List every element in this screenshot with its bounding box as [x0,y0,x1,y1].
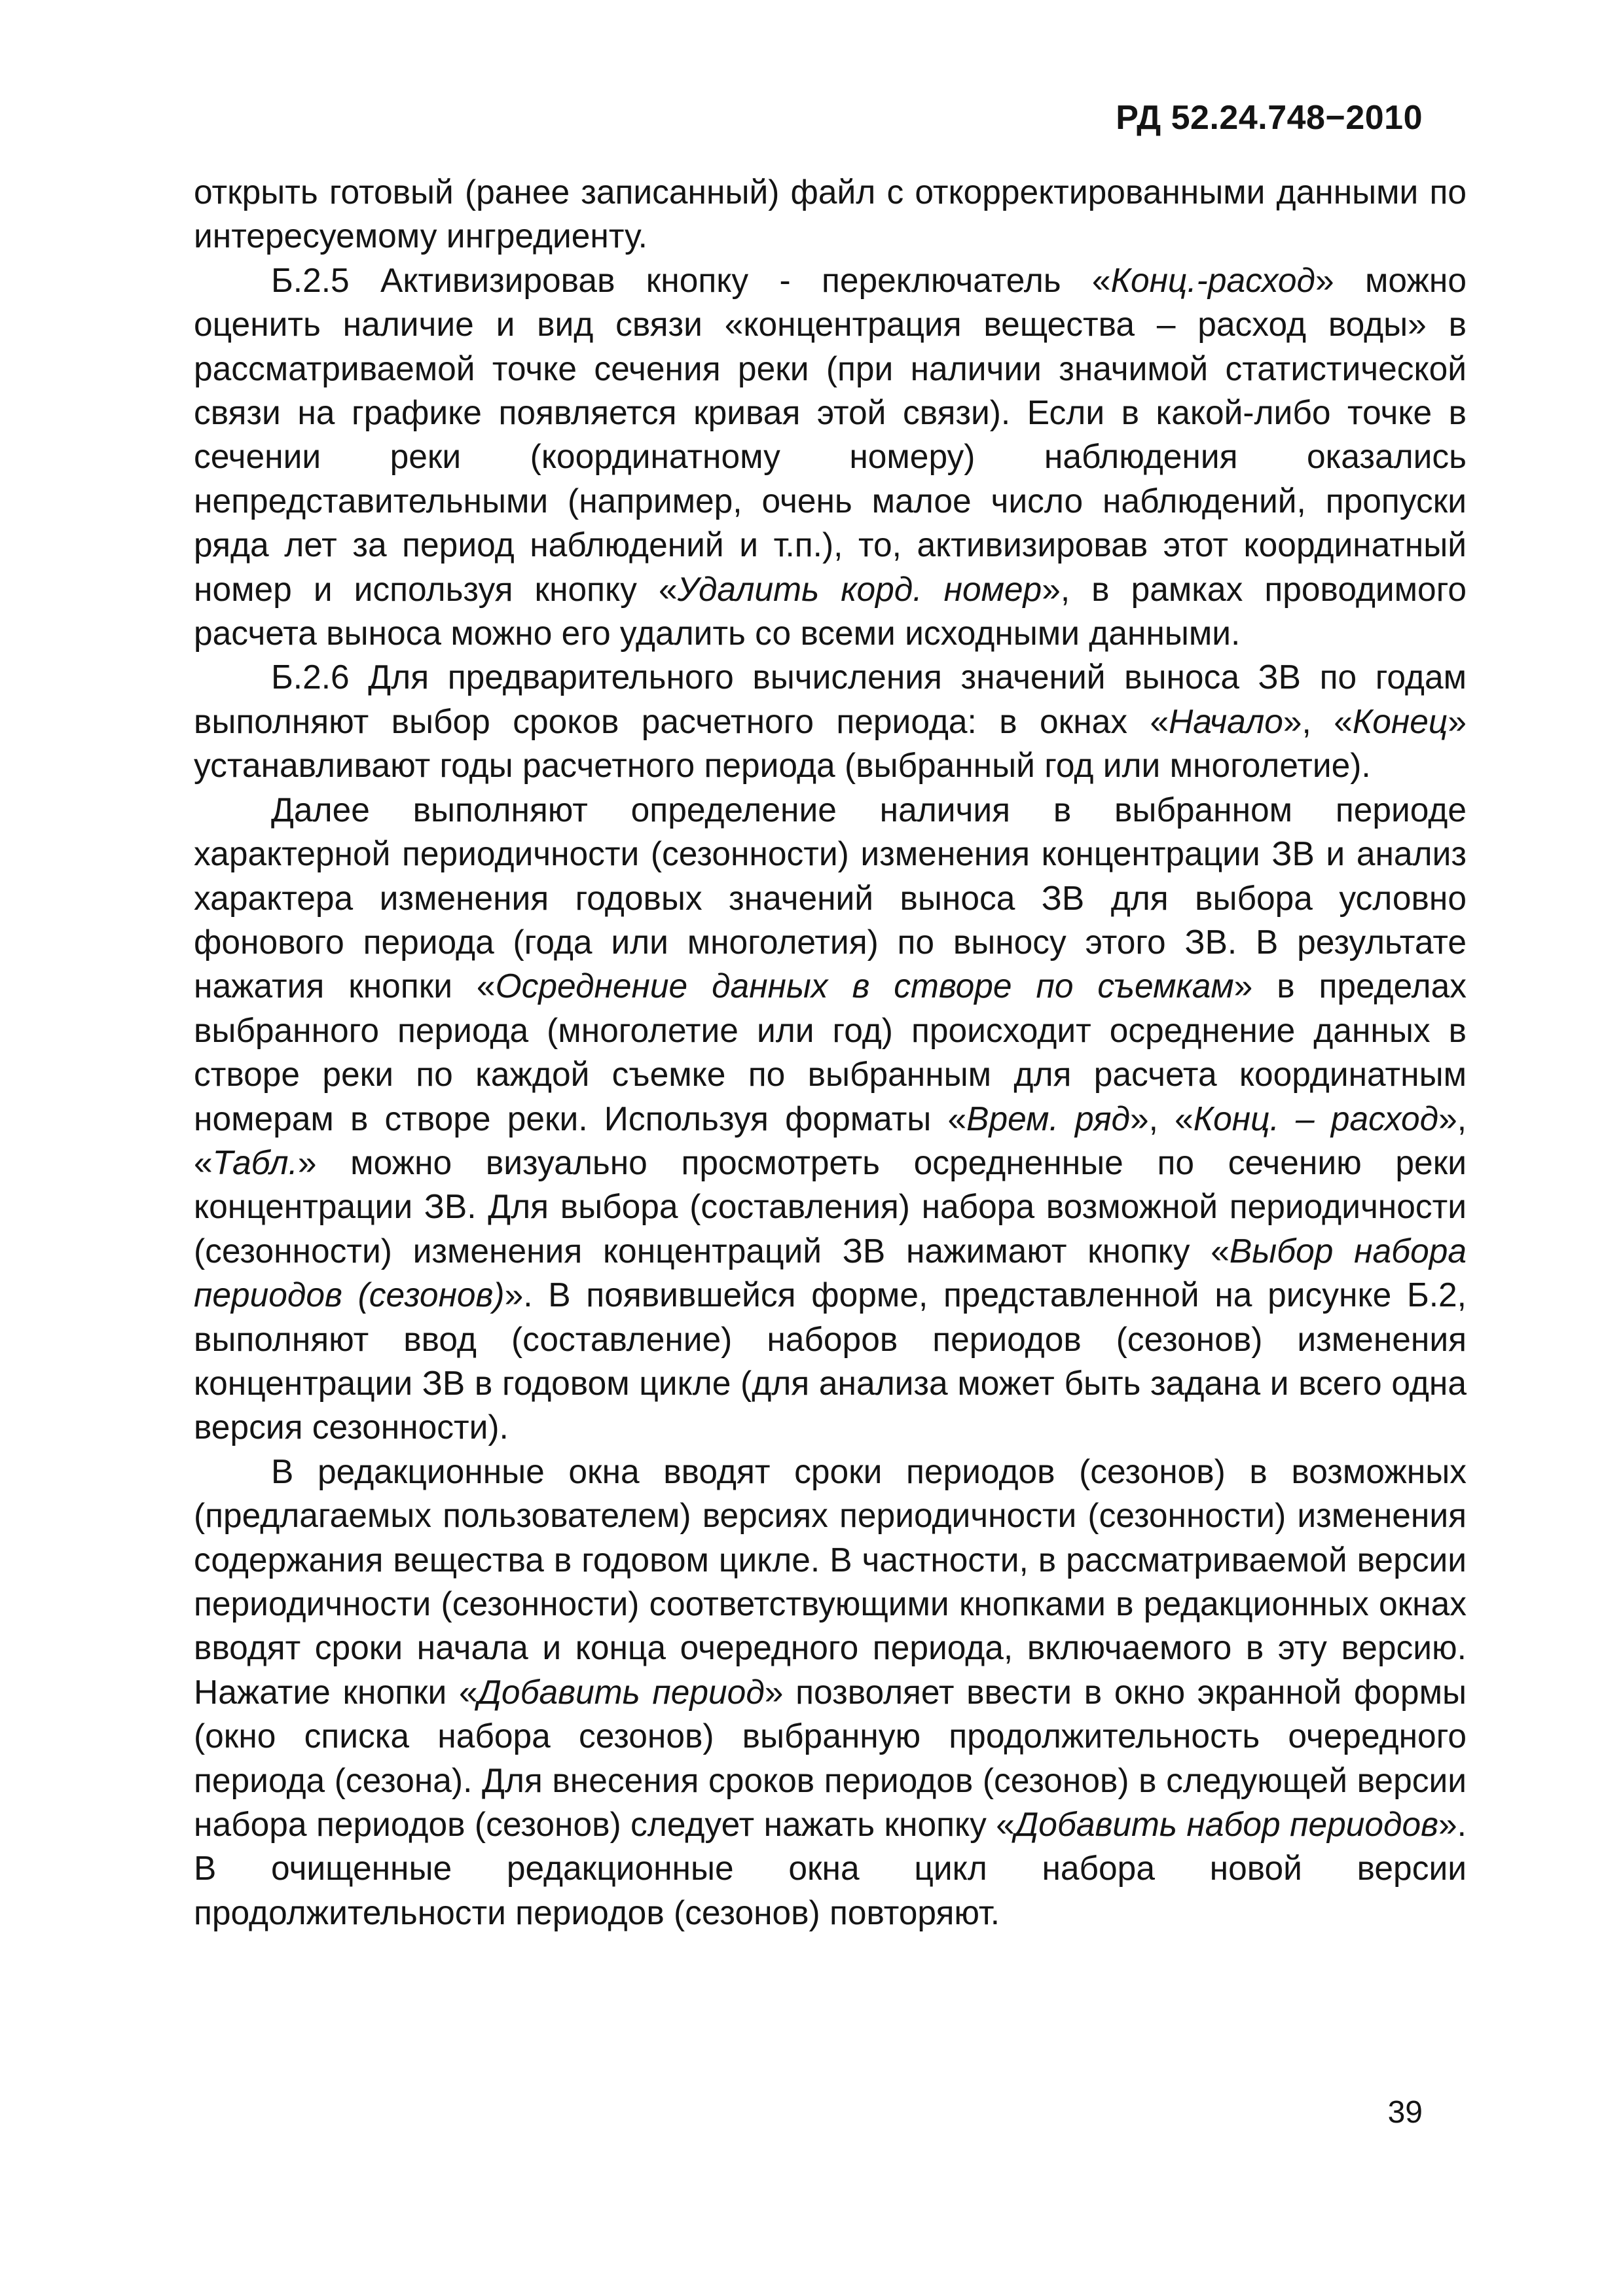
text-segment: » можно визуально просмотреть осредненные по сечению реки концентрации ЗВ. Для выбора (составления) набора возможной периодичности (сезонности) изменения концентраций ЗВ нажимают кнопку « [194,1143,1467,1270]
text-segment: » в пределах выбранного периода (многолетие или год) происходит осреднение данных в створе реки по каждой съемке по выбранным для расчета координатным номерам в створе реки. Используя форматы « [194,967,1467,1138]
button-name-averaging: Осреднение данных в створе по съемкам [495,967,1234,1005]
document-body [194,170,1467,1935]
text-segment: », « [194,1099,1467,1181]
text-segment: ». В появившейся форме, представленной на рисунке Б.2, выполняют ввод (составление) наборов периодов (сезонов) изменения концентрации ЗВ в годовом цикле (для анализа может быть задана и всего одна версия сезонности). [194,1276,1467,1446]
text-segment: В редакционные окна вводят сроки периодов (сезонов) в возможных (предлагаемых пользователем) версиях периодичности (сезонности) изменения содержания вещества в годовом цикле. В частности, в рассматриваемой версии периодичности (сезонности) соответствующими кнопками в редакционных окнах вводят сроки начала и конца очередного периода, включаемого в эту версию. Нажатие кнопки « [194,1452,1467,1711]
document-code: РД 52.24.748−2010 [1116,99,1423,137]
text-segment: Б.2.6 Для предварительного вычисления значений выноса ЗВ по годам выполняют выбор сроков расчетного периода: в окнах « [194,658,1467,740]
button-name-delete-coord-number: Удалить корд. номер [677,569,1042,608]
paragraph-edit-windows [194,1450,1467,1935]
button-name-add-period: Добавить период [477,1672,765,1711]
button-name-select-periods: Выбор набора периодов (сезонов) [194,1231,1467,1314]
text-segment: », в рамках проводимого расчета выноса можно его удалить со всеми исходными данными. [194,569,1467,653]
text-segment: открыть готовый (ранее записанный) файл с откорректированными данными по интересуемому ингредиенту. [194,173,1467,255]
text-segment: ». В очищенные редакционные окна цикл набора новой версии продолжительности периодов (сезонов) повторяют. [194,1805,1467,1931]
text-segment: » устанавливают годы расчетного периода (выбранный год или многолетие). [194,702,1467,785]
format-name-conc-flow: Конц. – расход [1193,1099,1439,1138]
text-segment: », « [1130,1099,1194,1138]
button-name-conc-flow: Конц.-расход [1110,260,1316,299]
text-segment: » позволяет ввести в окно экранной формы (окно списка набора сезонов) выбранную продолжительность очередного периода (сезона). Для внесения сроков периодов (сезонов) в следующей версии набора периодов (сезонов) следует нажать кнопку « [194,1672,1467,1844]
text-segment: », « [1283,702,1353,740]
text-segment: Б.2.5 Активизировав кнопку - переключатель « [271,260,1111,299]
paragraph-averaging [194,788,1467,1450]
format-name-time-series: Врем. ряд [966,1099,1131,1138]
window-name-start: Начало [1169,702,1283,740]
paragraph-continuation [194,170,1467,259]
page-number: 39 [1387,2095,1423,2130]
window-name-end: Конец [1352,702,1448,740]
text-segment: Далее выполняют определение наличия в выбранном периоде характерной периодичности (сезонности) изменения концентрации ЗВ и анализ характера изменения годовых значений выноса ЗВ для выбора условно фонового периода (года или многолетия) по выносу этого ЗВ. В результате нажатия кнопки « [194,790,1467,1005]
paragraph-b-2-5 [194,259,1467,656]
text-segment: » можно оценить наличие и вид связи «концентрация вещества – расход воды» в рассматриваемой точке сечения реки (при наличии значимой статистической связи на графике появляется кривая этой связи). Если в какой-либо точке в сечении реки (координатному номеру) наблюдения оказались непредставительными (например, очень малое число наблюдений, пропуски ряда лет за период наблюдений и т.п.), то, активизировав этот координатный номер и используя кнопку « [194,260,1467,608]
paragraph-b-2-6 [194,655,1467,787]
format-name-table: Табл. [212,1143,298,1181]
button-name-add-period-set: Добавить набор периодов [1014,1805,1439,1844]
